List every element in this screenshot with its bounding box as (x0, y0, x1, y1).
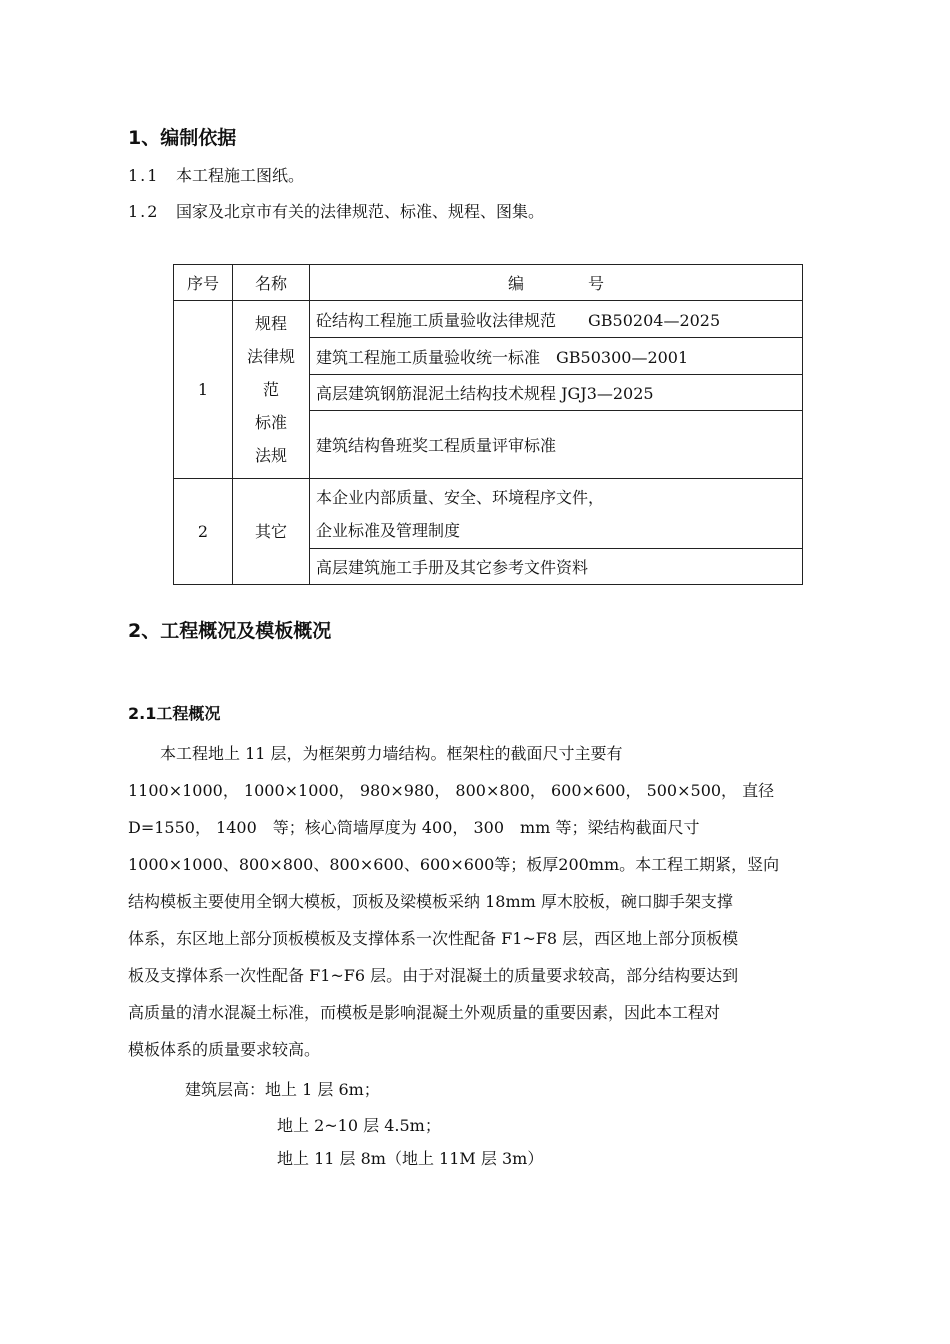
paragraph-line: 体系，东区地上部分顶板模板及支撑体系一次性配备 F1~F8 层，西区地上部分顶板模 (128, 929, 739, 948)
header-code: 编 号 (310, 265, 803, 301)
standard-cell: 建筑结构鲁班奖工程质量评审标准 (310, 411, 803, 479)
basis-item-1-text: 本工程施工图纸。 (176, 166, 305, 185)
basis-item-2-text: 国家及北京市有关的法律规范、标准、规程、图集。 (176, 202, 545, 221)
floor-height-line: 地上 2~10 层 4.5m； (277, 1116, 441, 1135)
standard-cell: 高层建筑钢筋混泥土结构技术规程 JGJ3—2025 (310, 375, 803, 411)
overview-paragraph (128, 735, 838, 1068)
paragraph-line: 1100×1000， 1000×1000， 980×980， 800×800， 600×600， 500×500， 直径 (128, 781, 775, 800)
basis-item-2 (128, 199, 544, 222)
group-1-name-line: 规程 (254, 314, 287, 333)
header-name: 名称 (233, 265, 310, 301)
floor-height-line: 地上 11 层 8m（地上 11M 层 3m） (277, 1149, 544, 1168)
paragraph-line: 结构模板主要使用全钢大模板，顶板及梁模板采纳 18mm 厚木胶板，碗口脚手架支撑 (128, 892, 733, 911)
table-row (174, 479, 803, 549)
subsection-heading: 2.1工程概况 (128, 704, 221, 723)
section-1-heading: 1、编制依据 (128, 127, 237, 149)
table-row (174, 301, 803, 338)
basis-item-1 (128, 163, 304, 186)
standard-cell: 砼结构工程施工质量验收法律规范 GB50204—2025 (310, 301, 803, 338)
standard-cell: 高层建筑施工手册及其它参考文件资料 (310, 549, 803, 585)
floor-height-label: 建筑层高：地上 1 层 6m； (185, 1080, 380, 1099)
basis-item-1-number: 1.1 (128, 166, 160, 185)
paragraph-line: 高质量的清水混凝土标准，而模板是影响混凝土外观质量的重要因素，因此本工程对 (128, 1003, 721, 1022)
group-1-name-line: 范 (262, 380, 279, 399)
standards-table (173, 264, 803, 585)
group-1-number: 1 (174, 301, 233, 479)
group-1-name-line: 标准 (254, 413, 287, 432)
section-2-heading: 2、工程概况及模板概况 (128, 620, 332, 642)
group-1-name-line: 法规 (254, 446, 287, 465)
standard-cell (310, 479, 803, 549)
group-2-name: 其它 (233, 479, 310, 585)
paragraph-line: 1000×1000、800×800、800×600、600×600等；板厚200mm。本工程工期紧，竖向 (128, 855, 780, 874)
paragraph-line: D=1550， 1400 等；核心筒墙厚度为 400， 300 mm 等；梁结构截面尺寸 (128, 818, 700, 837)
standard-cell-line: 企业标准及管理制度 (316, 520, 461, 540)
group-1-name-line: 法律规 (246, 347, 295, 366)
standard-cell-line: 本企业内部质量、安全、环境程序文件， (316, 487, 605, 507)
group-2-number: 2 (174, 479, 233, 585)
group-1-name (233, 301, 310, 479)
table-header-row (174, 265, 803, 301)
paragraph-line: 模板体系的质量要求较高。 (128, 1040, 321, 1059)
basis-item-2-number: 1.2 (128, 202, 160, 221)
header-no: 序号 (174, 265, 233, 301)
paragraph-line: 本工程地上 11 层，为框架剪力墙结构。框架柱的截面尺寸主要有 (128, 744, 623, 763)
paragraph-line: 板及支撑体系一次性配备 F1~F6 层。由于对混凝土的质量要求较高，部分结构要达到 (128, 966, 739, 985)
standard-cell: 建筑工程施工质量验收统一标准 GB50300—2001 (310, 338, 803, 375)
